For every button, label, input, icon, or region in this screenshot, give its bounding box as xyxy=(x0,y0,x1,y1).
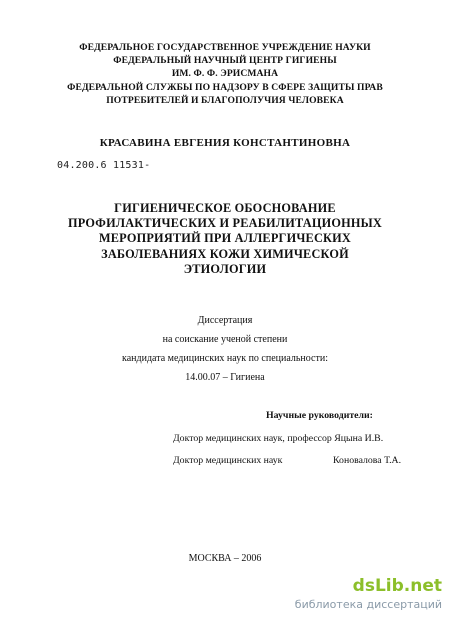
title-line: МЕРОПРИЯТИЙ ПРИ АЛЛЕРГИЧЕСКИХ xyxy=(98,231,352,246)
author-name: КРАСАВИНА ЕВГЕНИЯ КОНСТАНТИНОВНА xyxy=(99,137,351,149)
city-year: МОСКВА – 2006 xyxy=(188,553,262,564)
institution-line: ФЕДЕРАЛЬНОЙ СЛУЖБЫ ПО НАДЗОРУ В СФЕРЕ ЗАЩИТЫ ПРАВ xyxy=(67,81,383,93)
institution-block xyxy=(0,41,450,107)
degree-line: 14.00.07 – Гигиена xyxy=(185,372,265,383)
supervisor-second-title: Доктор медицинских наук xyxy=(173,455,283,466)
institution-line: ИМ. Ф. Ф. ЭРИСМАНА xyxy=(171,68,279,80)
supervisors-heading: Научные руководители: xyxy=(266,410,373,421)
degree-line: кандидата медицинских наук по специальности: xyxy=(122,353,328,364)
title-line: ГИГИЕНИЧЕСКОЕ ОБОСНОВАНИЕ xyxy=(114,201,336,215)
title-line: ЭТИОЛОГИИ xyxy=(183,261,267,276)
watermark-logo: dsLib.net xyxy=(352,576,442,596)
library-stamp: 04.200.6 11531- xyxy=(57,160,151,171)
degree-line: Диссертация xyxy=(197,315,253,326)
watermark-subtitle: библиотека диссертаций xyxy=(294,598,442,611)
degree-line: на соискание ученой степени xyxy=(162,334,288,345)
institution-line: ФЕДЕРАЛЬНОЕ ГОСУДАРСТВЕННОЕ УЧРЕЖДЕНИЕ НАУКИ xyxy=(79,42,371,53)
degree-block xyxy=(0,311,450,387)
dissertation-title xyxy=(0,201,450,277)
supervisor-first: Доктор медицинских наук, профессор Яцына И.В. xyxy=(173,433,384,444)
title-line: ЗАБОЛЕВАНИЯХ КОЖИ ХИМИЧЕСКОЙ xyxy=(101,246,349,261)
institution-line: ПОТРЕБИТЕЛЕЙ И БЛАГОПОЛУЧИЯ ЧЕЛОВЕКА xyxy=(106,94,344,106)
dslib-watermark xyxy=(295,577,442,612)
title-line: ПРОФИЛАКТИЧЕСКИХ И РЕАБИЛИТАЦИОННЫХ xyxy=(67,216,383,231)
supervisor-second-name: Коновалова Т.А. xyxy=(333,455,402,466)
institution-line: ФЕДЕРАЛЬНЫЙ НАУЧНЫЙ ЦЕНТР ГИГИЕНЫ xyxy=(113,55,337,67)
